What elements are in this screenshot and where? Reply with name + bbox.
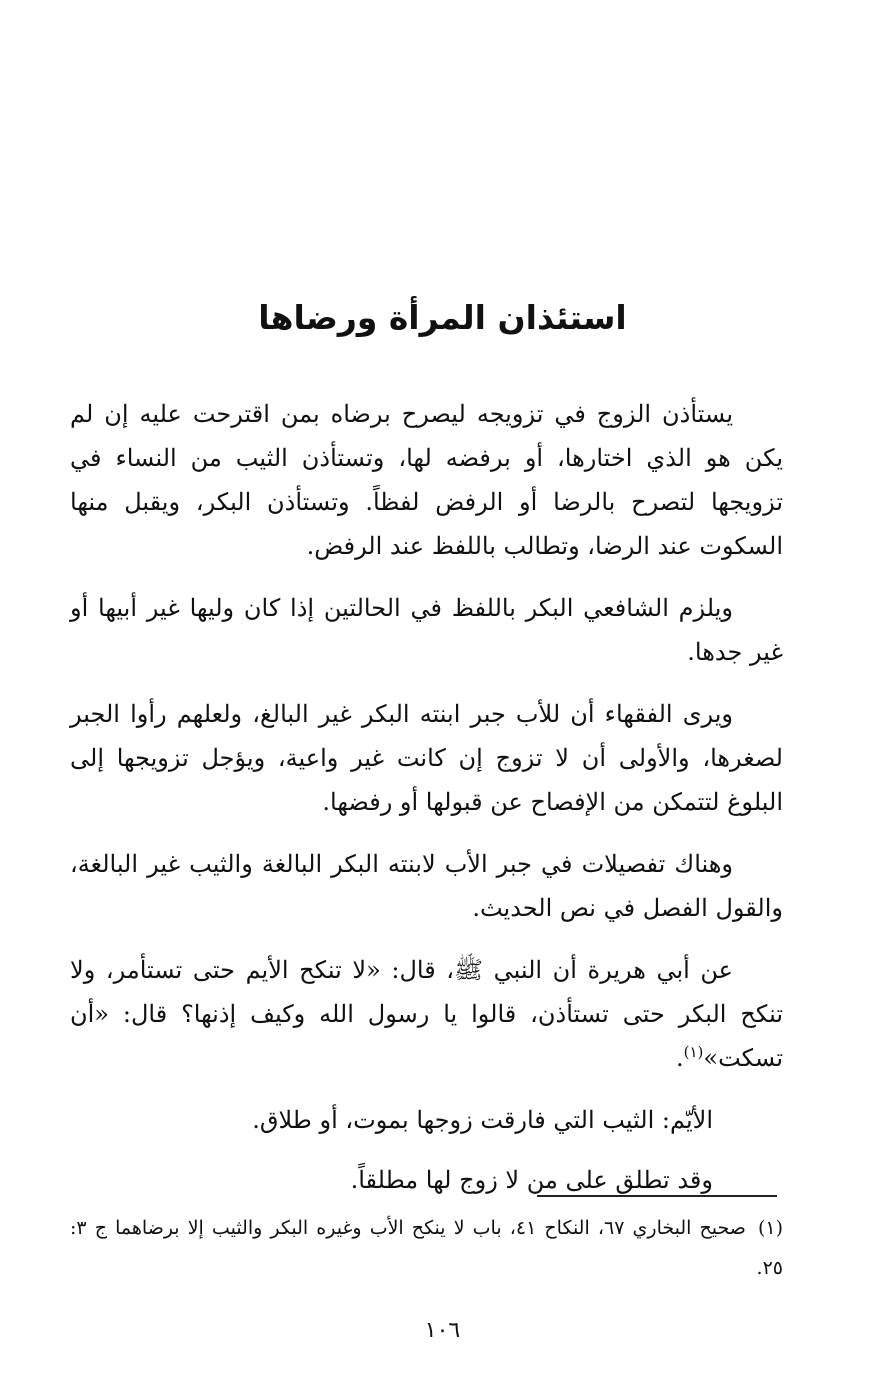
footnote-text: صحيح البخاري ٦٧، النكاح ٤١، باب لا ينكح الأب وغيره البكر والثيب إلا برضاهما ج ٣: ٢٥. bbox=[70, 1217, 783, 1279]
footnote-number: (١) bbox=[757, 1217, 783, 1239]
hadith-end: . bbox=[675, 1044, 684, 1072]
definition-ayyim: الأيّم: الثيب التي فارقت زوجها بموت، أو طلاق. bbox=[252, 1106, 713, 1134]
definition-note: وقد تطلق على من لا زوج لها مطلقاً. bbox=[350, 1166, 713, 1194]
paragraph-details: وهناك تفصيلات في جبر الأب لابنته البكر البالغة والثيب غير البالغة، والقول الفصل في نص الحديث. bbox=[70, 850, 783, 922]
paragraph-consent: يستأذن الزوج في تزويجه ليصرح برضاه بمن اقترحت عليه إن لم يكن هو الذي اختارها، أو برفضه لها، وتستأذن الثيب من النساء في تزويجها لتصرح بالرضا أو الرفض لفظاً. وتستأذن البكر، ويقبل منها السكوت عند الرضا، وتطالب باللفظ عند الرفض. bbox=[70, 400, 783, 560]
footnote-separator bbox=[537, 1195, 777, 1197]
paragraph-jurists: ويرى الفقهاء أن للأب جبر ابنته البكر غير البالغ، ولعلهم رأوا الجبر لصغرها، والأولى أن لا تزوج إن كانت غير واعية، ويؤجل تزويجها إلى البلوغ لتتمكن من الإفصاح عن قبولها أو رفضها. bbox=[70, 700, 783, 816]
page-number: ١٠٦ bbox=[424, 1318, 461, 1343]
page-title: استئذان المرأة ورضاها bbox=[258, 298, 627, 337]
footnote-reference[interactable]: (١) bbox=[683, 1043, 704, 1061]
footnote bbox=[70, 1208, 783, 1288]
paragraph-hadith bbox=[70, 948, 783, 1080]
main-text bbox=[70, 392, 783, 1218]
hadith-text: عن أبي هريرة أن النبي ﷺ، قال: «لا تنكح الأيم حتى تستأمر، ولا تنكح البكر حتى تستأذن، قالوا يا رسول الله وكيف إذنها؟ قال: «أن تسكت» bbox=[70, 956, 783, 1072]
paragraph-shafii: ويلزم الشافعي البكر باللفظ في الحالتين إذا كان وليها غير أبيها أو غير جدها. bbox=[70, 594, 783, 666]
